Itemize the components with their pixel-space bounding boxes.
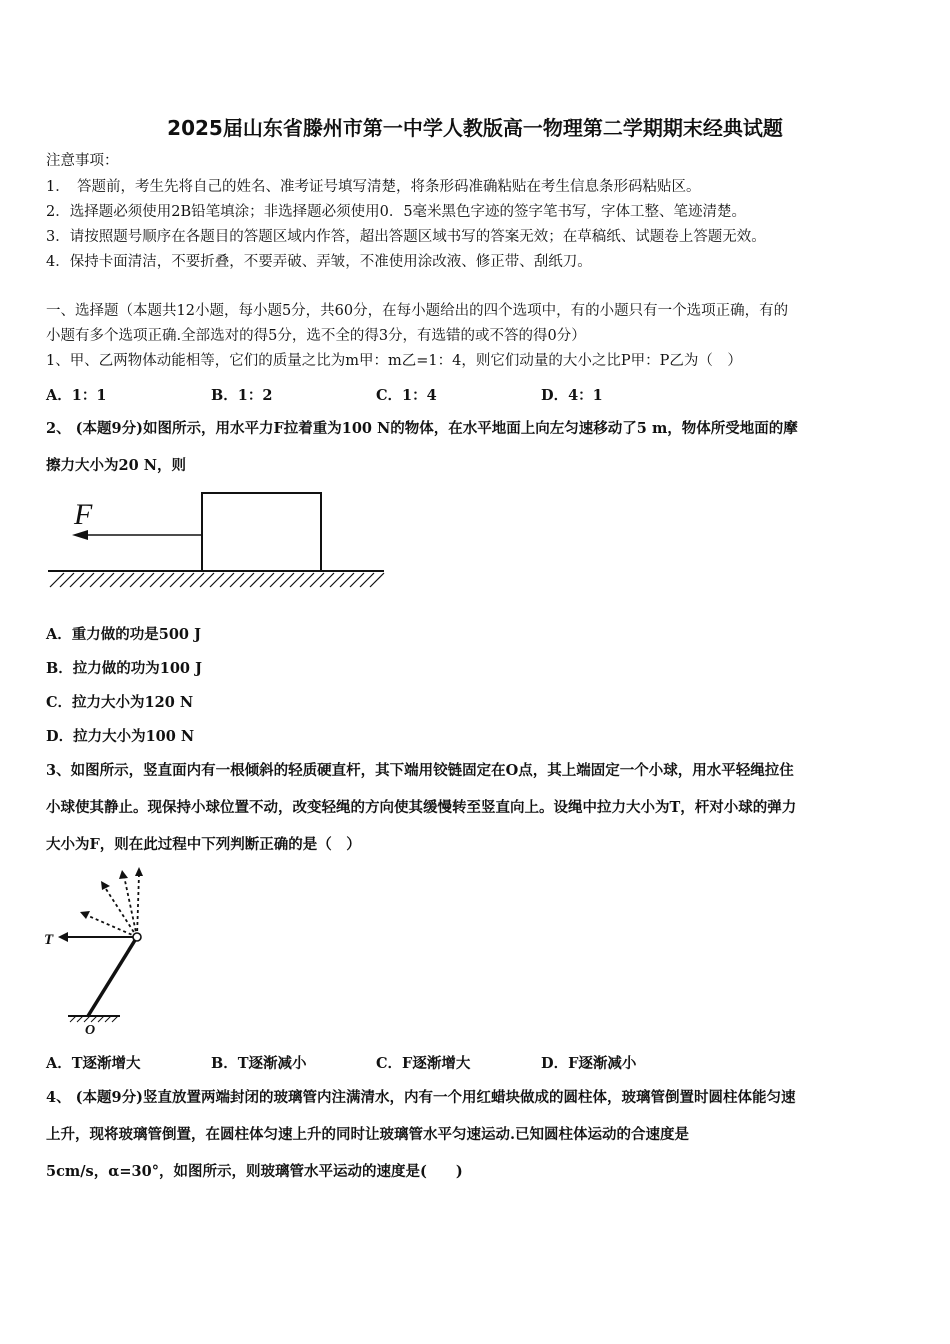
section-header-line-1: 一、选择题（本题共12小题，每小题5分，共60分，在每小题给出的四个选项中，有的小题只有一个选项正确，有的 (46, 303, 789, 319)
q4-stem-line-2: 上升，现将玻璃管倒置，在圆柱体匀速上升的同时让玻璃管水平匀速运动.已知圆柱体运动的合速度是 (46, 1126, 690, 1143)
dashed-arrow-icon-3 (119, 870, 128, 879)
q1-option-d: D．4：1 (541, 387, 603, 404)
q2-stem-line-1: 2、 (本题9分)如图所示，用水平力F拉着重为100 N的物体，在水平地面上向左匀速移动了5 m，物体所受地面的摩 (46, 420, 798, 437)
q2-stem-line-2: 擦力大小为20 N，则 (46, 457, 186, 474)
rotated-rope-lines (84, 874, 139, 937)
ball-icon (133, 933, 141, 941)
tension-arrow-icon (58, 932, 68, 942)
force-arrow-icon (72, 530, 88, 540)
q4-stem-line-3: 5cm/s，α=30°，如图所示，则玻璃管水平运动的速度是( ) (46, 1163, 463, 1180)
q1-option-c: C．1：4 (376, 387, 437, 404)
force-label: F (74, 498, 93, 531)
ground-hatching (50, 573, 384, 587)
notice-item-3: 3．请按照题号顺序在各题目的答题区域内作答，超出答题区域书写的答案无效；在草稿纸、试题卷上答题无效。 (46, 229, 766, 245)
q3-option-c: C．F逐渐增大 (376, 1055, 471, 1072)
q2-option-c: C．拉力大小为120 N (46, 694, 194, 711)
pivot-label: O (85, 1023, 96, 1036)
q1-stem: 1、甲、乙两物体动能相等，它们的质量之比为m甲：m乙=1：4，则它们动量的大小之比P甲：P乙为（ ） (46, 353, 742, 369)
q2-option-a: A．重力做的功是500 J (46, 626, 201, 643)
q2-option-d: D．拉力大小为100 N (46, 728, 195, 745)
q3-option-a: A．T逐渐增大 (46, 1055, 141, 1072)
q3-stem-line-3: 大小为F，则在此过程中下列判断正确的是（ ） (46, 836, 361, 853)
q3-option-d: D．F逐渐减小 (541, 1055, 637, 1072)
notice-item-2: 2．选择题必须使用2B铅笔填涂；非选择题必须使用0．5毫米黑色字迹的签字笔书写，字体工整、笔迹清楚。 (46, 204, 747, 220)
dashed-arrow-icon-2 (101, 881, 110, 890)
q3-stem-line-2: 小球使其静止。现保持小球位置不动，改变轻绳的方向使其缓慢转至竖直向上。设绳中拉力大小为T，杆对小球的弹力 (46, 799, 797, 816)
page-title: 2025届山东省滕州市第一中学人教版高一物理第二学期期末经典试题 (167, 116, 783, 140)
tension-label: T (44, 932, 54, 948)
notice-item-4: 4．保持卡面清洁，不要折叠，不要弄破、弄皱，不准使用涂改液、修正带、刮纸刀。 (46, 254, 592, 270)
rod-line (88, 937, 137, 1016)
block-box (202, 493, 321, 571)
section-header-line-2: 小题有多个选项正确.全部选对的得5分，选不全的得3分，有选错的或不答的得0分） (46, 328, 586, 344)
dashed-arrow-icon-1 (80, 911, 90, 919)
q2-force-diagram (44, 488, 389, 596)
q3-rod-diagram (44, 866, 174, 1036)
q4-stem-line-1: 4、 (本题9分)竖直放置两端封闭的玻璃管内注满清水，内有一个用红蜡块做成的圆柱体，玻璃管倒置时圆柱体能匀速 (46, 1089, 796, 1106)
q3-option-b: B．T逐渐减小 (211, 1055, 307, 1072)
dashed-arrow-icon-4 (135, 867, 143, 876)
q3-stem-line-1: 3、如图所示，竖直面内有一根倾斜的轻质硬直杆，其下端用铰链固定在O点，其上端固定一个小球，用水平轻绳拉住 (46, 762, 794, 779)
q1-option-b: B．1：2 (211, 387, 273, 404)
notice-heading: 注意事项： (46, 153, 119, 169)
q1-option-a: A．1：1 (46, 387, 107, 404)
notice-item-1: 1． 答题前，考生先将自己的姓名、准考证号填写清楚，将条形码准确粘贴在考生信息条形码粘贴区。 (46, 179, 701, 195)
q2-option-b: B．拉力做的功为100 J (46, 660, 202, 677)
